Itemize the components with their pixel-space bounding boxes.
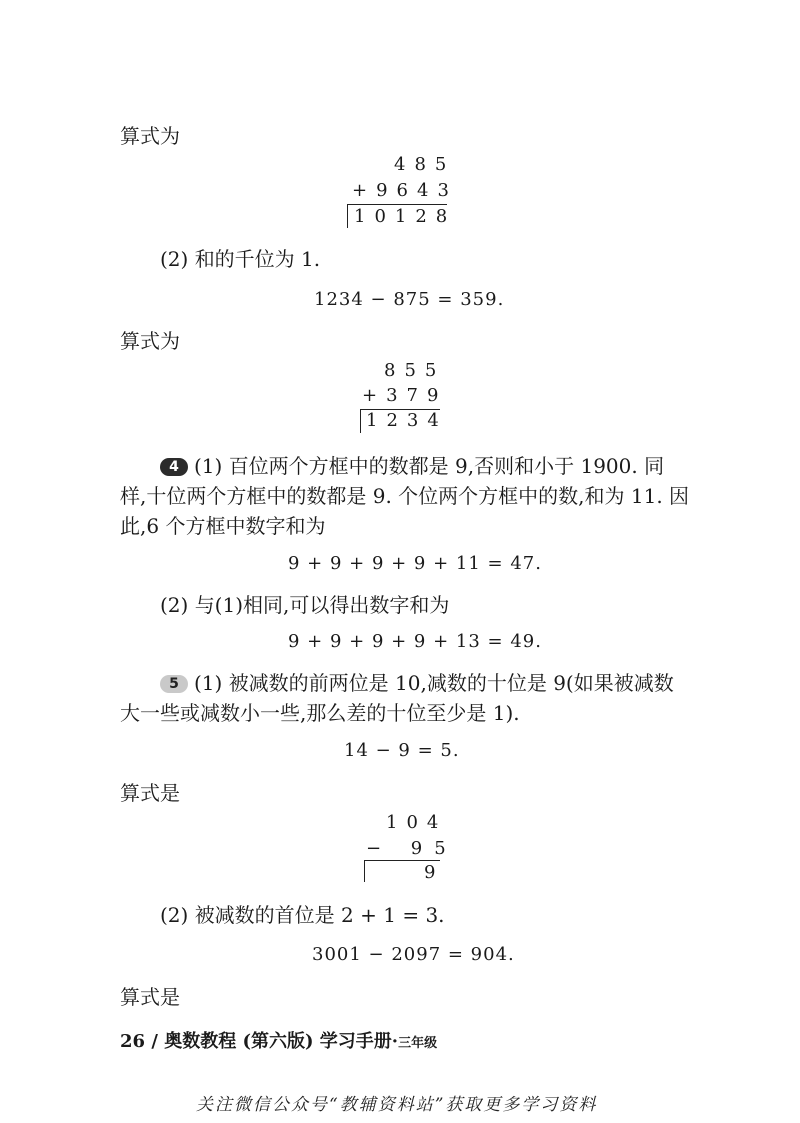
formula-label: 算式是 — [120, 985, 180, 1009]
sum-rule — [347, 204, 447, 205]
difference-rule — [364, 860, 440, 861]
sum: 10128 — [354, 206, 457, 227]
sum: 1234 — [366, 410, 448, 431]
problem4-line2: 样,十位两个方框中的数都是 9. 个位两个方框中的数,和为 11. 因 — [120, 484, 690, 508]
sum-vrule — [347, 204, 348, 228]
part2-equation: 1234 − 875 = 359. — [314, 289, 505, 310]
minuend: 104 — [386, 812, 448, 833]
problem5-text-line1: (1) 被减数的前两位是 10,减数的十位是 9(如果被减数 — [194, 671, 674, 695]
problem5-line1 — [160, 671, 674, 695]
problem4-part2: (2) 与(1)相同,可以得出数字和为 — [160, 593, 450, 617]
addend-1: 485 — [394, 154, 456, 175]
difference: 9 — [424, 862, 445, 883]
book-title: 奥数教程 (第六版) 学习手册 — [164, 1031, 392, 1052]
problem4-text-line1: (1) 百位两个方框中的数都是 9,否则和小于 1900. 同 — [194, 454, 665, 478]
subtrahend: − 95 — [366, 838, 458, 859]
problem5-equation1: 14 − 9 = 5. — [344, 740, 460, 761]
grade-label: 三年级 — [398, 1036, 438, 1051]
page-number: 26 — [120, 1031, 146, 1052]
formula-label: 算式为 — [120, 329, 180, 353]
problem4-line1 — [160, 454, 664, 478]
watermark-text: 关注微信公众号“教辅资料站”获取更多学习资料 — [196, 1095, 598, 1115]
problem-number-badge: 4 — [160, 458, 188, 476]
problem-number-badge: 5 — [160, 675, 188, 693]
formula-label: 算式为 — [120, 124, 180, 148]
problem4-line3: 此,6 个方框中数字和为 — [120, 514, 326, 538]
page-footer — [120, 1027, 437, 1053]
problem4-equation1: 9 + 9 + 9 + 9 + 11 = 47. — [288, 553, 542, 574]
problem5-equation2: 3001 − 2097 = 904. — [312, 944, 515, 965]
part2-text: (2) 和的千位为 1. — [160, 247, 321, 271]
sum-vrule — [360, 409, 361, 433]
addend-2: +379 — [362, 385, 448, 406]
problem5-line2: 大一些或减数小一些,那么差的十位至少是 1). — [120, 701, 520, 725]
formula-label: 算式是 — [120, 781, 180, 805]
addend-2: +9643 — [352, 180, 458, 201]
problem5-part2: (2) 被减数的首位是 2 + 1 = 3. — [160, 903, 445, 927]
footer-separator: / — [151, 1031, 158, 1052]
footer-dot: · — [391, 1031, 399, 1052]
addend-1: 855 — [384, 360, 446, 381]
problem4-equation2: 9 + 9 + 9 + 9 + 13 = 49. — [288, 631, 542, 652]
difference-vrule — [364, 860, 365, 882]
